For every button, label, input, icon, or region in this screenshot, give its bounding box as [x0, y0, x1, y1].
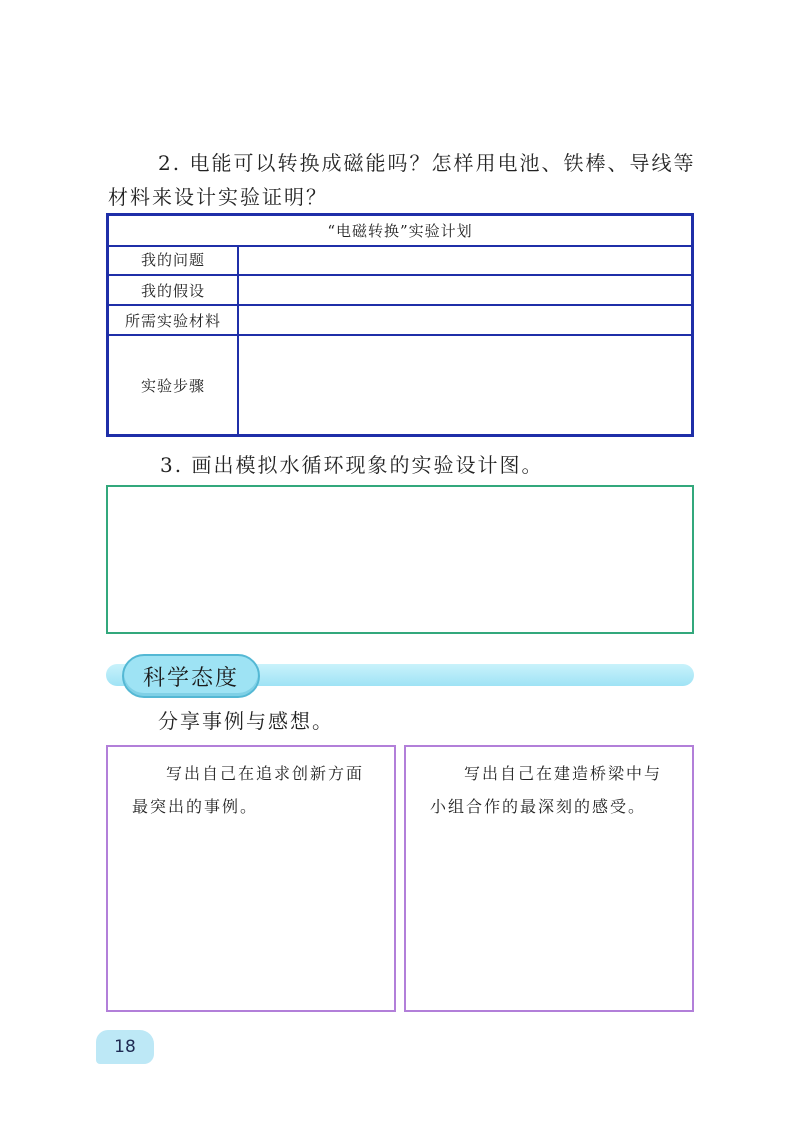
- page-number: 18: [96, 1030, 154, 1064]
- row-label: 实验步骤: [109, 336, 239, 434]
- section-title: 科学态度: [122, 654, 260, 698]
- question-2: 2. 电能可以转换成磁能吗？怎样用电池、铁棒、导线等材料来设计实验证明？: [108, 151, 696, 209]
- reflection-box-teamwork: [404, 745, 694, 1012]
- table-row-question: [109, 245, 691, 276]
- question-3: 3. 画出模拟水循环现象的实验设计图。: [160, 453, 544, 477]
- table-caption: “电磁转换”实验计划: [109, 216, 691, 247]
- table-row-steps: [109, 336, 691, 434]
- box-prompt: 写出自己在建造桥梁中与小组合作的最深刻的感受。: [430, 764, 663, 816]
- experiment-plan-table: [106, 213, 694, 437]
- table-row-materials: [109, 306, 691, 336]
- reflection-box-innovation: [106, 745, 396, 1012]
- table-row-hypothesis: [109, 276, 691, 306]
- row-label: 我的假设: [109, 276, 239, 304]
- section-prompt: 分享事例与感想。: [158, 709, 334, 733]
- box-prompt: 写出自己在追求创新方面最突出的事例。: [132, 764, 365, 816]
- row-label: 所需实验材料: [109, 306, 239, 334]
- drawing-area: [106, 485, 694, 634]
- row-label: 我的问题: [109, 245, 239, 274]
